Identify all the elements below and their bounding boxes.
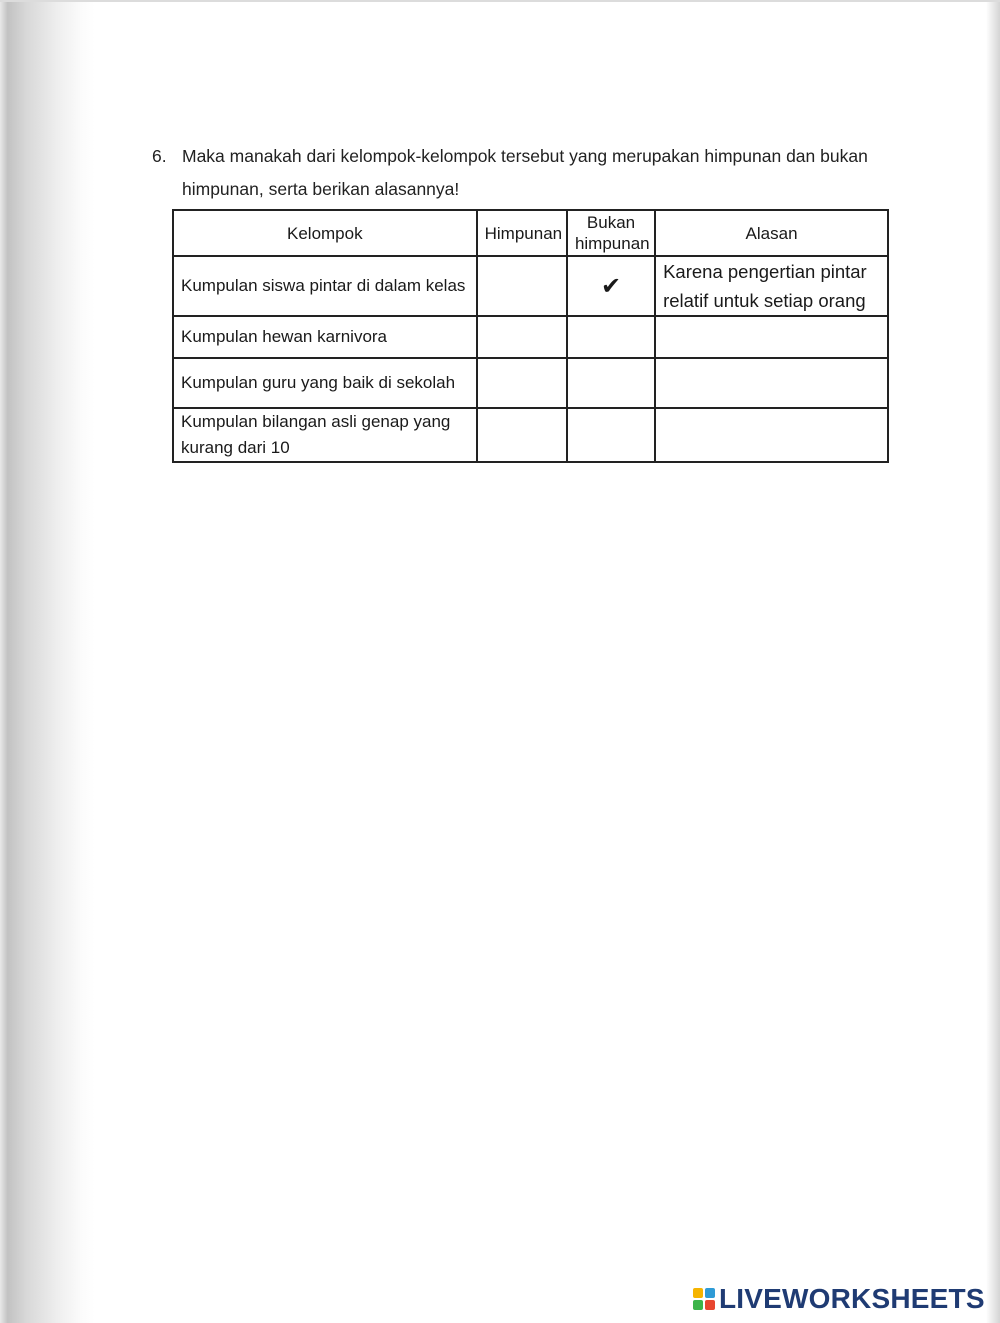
book-spine-shadow	[0, 0, 95, 1323]
table-row	[173, 358, 888, 408]
himpunan-answer-cell[interactable]	[477, 358, 567, 408]
question-number: 6.	[152, 146, 167, 166]
logo-square-yellow	[693, 1288, 703, 1298]
question-text: Maka manakah dari kelompok-kelompok tersebut yang merupakan himpunan dan bukan himpunan, serta berikan alasannya!	[182, 146, 868, 199]
logo-square-blue	[705, 1288, 715, 1298]
logo-square-green	[693, 1300, 703, 1310]
header-himpunan: Himpunan	[477, 210, 567, 256]
alasan-answer-cell[interactable]	[655, 316, 888, 358]
set-classification-table	[172, 209, 889, 463]
alasan-answer-cell[interactable]: Karena pengertian pintar relatif untuk setiap orang	[655, 256, 888, 316]
table-header-row	[173, 210, 888, 256]
kelompok-cell: Kumpulan siswa pintar di dalam kelas	[173, 256, 477, 316]
kelompok-cell: Kumpulan bilangan asli genap yang kurang dari 10	[173, 408, 477, 462]
logo-text: LIVEWORKSHEETS	[719, 1283, 985, 1314]
kelompok-cell: Kumpulan hewan karnivora	[173, 316, 477, 358]
header-alasan: Alasan	[655, 210, 888, 256]
header-bukan-himpunan: Bukan himpunan	[567, 210, 655, 256]
header-kelompok: Kelompok	[173, 210, 477, 256]
bukan-himpunan-answer-cell[interactable]	[567, 408, 655, 462]
himpunan-answer-cell[interactable]	[477, 316, 567, 358]
page-right-edge	[986, 0, 1000, 1323]
himpunan-answer-cell[interactable]	[477, 408, 567, 462]
bukan-himpunan-answer-cell[interactable]	[567, 358, 655, 408]
bukan-himpunan-answer-cell[interactable]	[567, 316, 655, 358]
table-row	[173, 408, 888, 462]
logo-square-red	[705, 1300, 715, 1310]
alasan-answer-cell[interactable]	[655, 408, 888, 462]
alasan-answer-cell[interactable]	[655, 358, 888, 408]
himpunan-answer-cell[interactable]	[477, 256, 567, 316]
liveworksheets-logo-icon	[693, 1288, 715, 1310]
table-row	[173, 256, 888, 316]
liveworksheets-logo[interactable]	[693, 1284, 985, 1314]
table-row	[173, 316, 888, 358]
page-top-edge	[0, 0, 1000, 2]
bukan-himpunan-answer-cell[interactable]: ✔	[567, 256, 655, 316]
kelompok-cell: Kumpulan guru yang baik di sekolah	[173, 358, 477, 408]
